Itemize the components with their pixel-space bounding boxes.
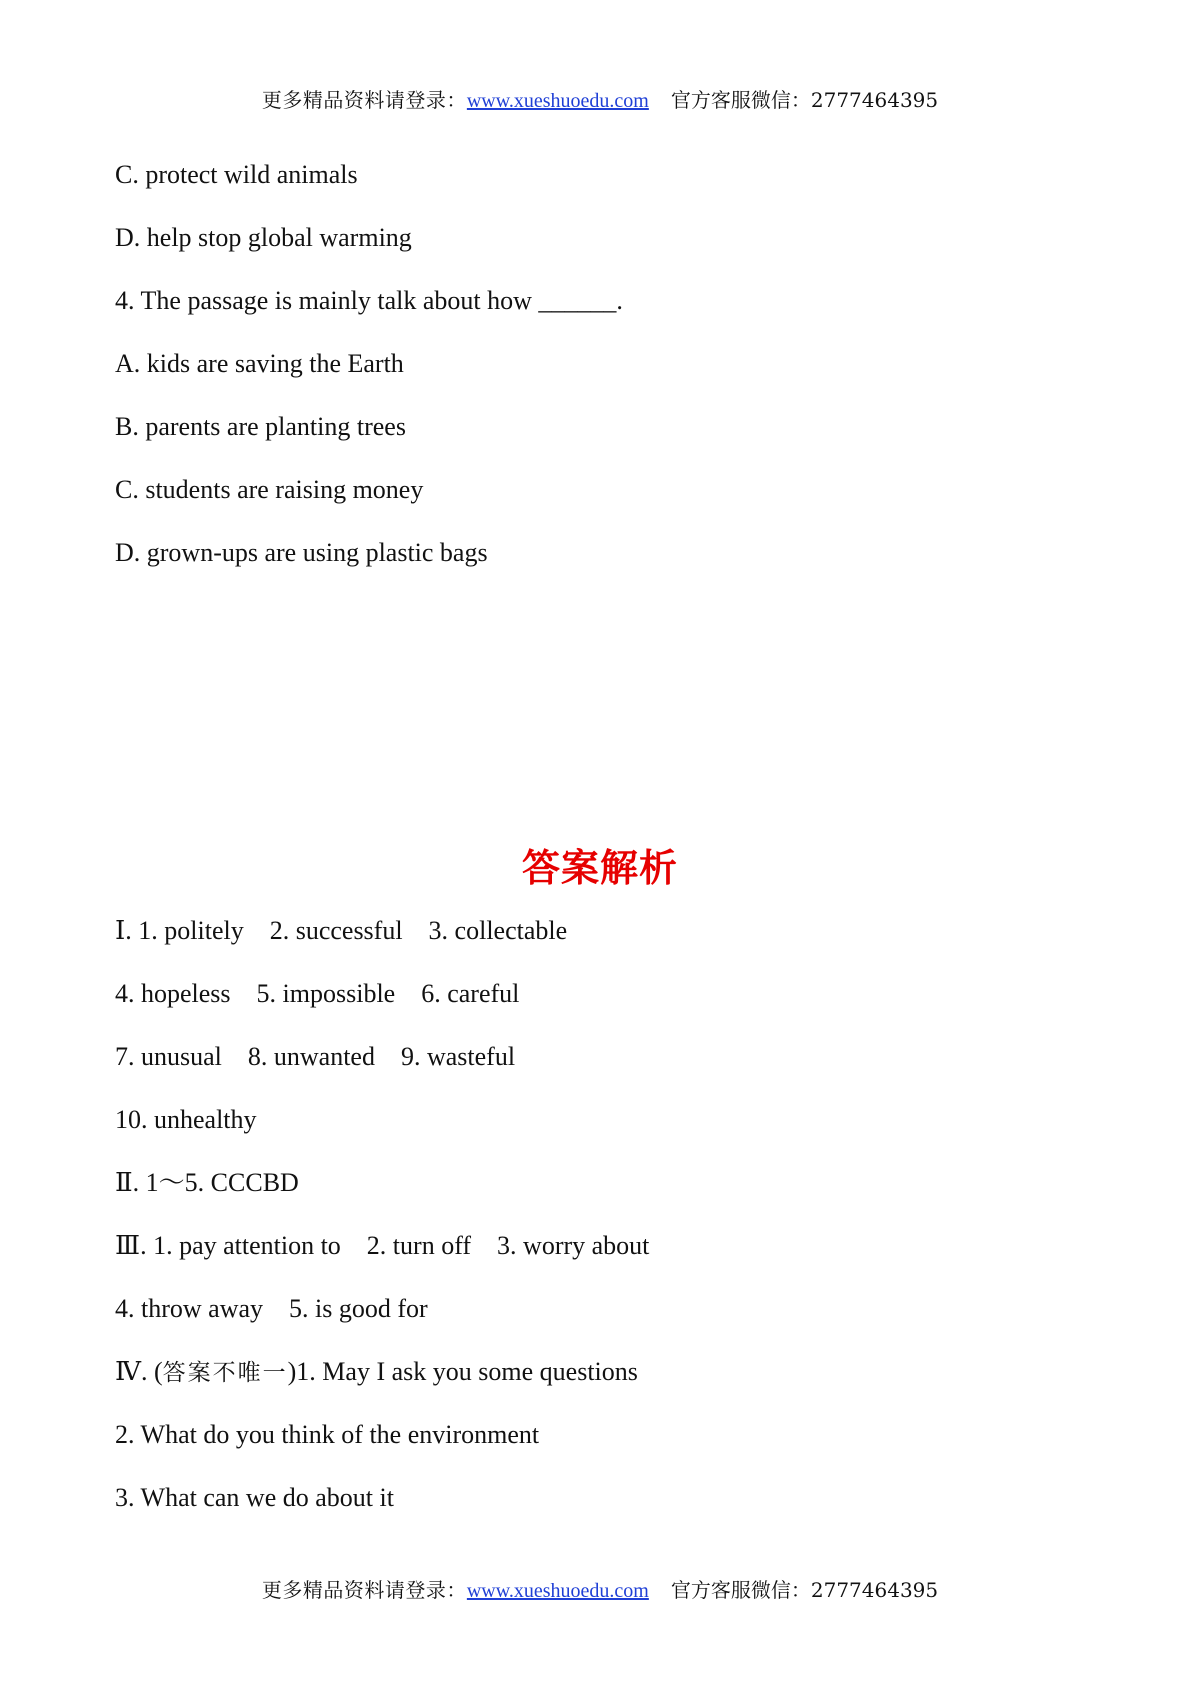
q4-stem: 4. The passage is mainly talk about how ______. bbox=[115, 286, 623, 315]
q4-option-c: C. students are raising money bbox=[115, 475, 424, 504]
footer-website-link[interactable]: www.xueshuoedu.com bbox=[466, 1580, 649, 1602]
footer-prefix-text: 更多精品资料请登录： bbox=[261, 1578, 467, 1602]
answer-section4-line3: 3. What can we do about it bbox=[115, 1483, 394, 1512]
answer-section1-line2: 4. hopeless 5. impossible 6. careful bbox=[115, 979, 520, 1008]
answer-section1-line3: 7. unusual 8. unwanted 9. wasteful bbox=[115, 1042, 516, 1071]
q3-option-d: D. help stop global warming bbox=[115, 223, 412, 252]
answer-section4-rest: )1. May I ask you some questions bbox=[287, 1357, 638, 1386]
q4-option-b: B. parents are planting trees bbox=[115, 412, 406, 441]
footer-wechat-text: 官方客服微信：2777464395 bbox=[670, 1578, 939, 1602]
answer-section3-line2: 4. throw away 5. is good for bbox=[115, 1294, 428, 1323]
q4-option-d: D. grown-ups are using plastic bags bbox=[115, 538, 488, 567]
page-footer-banner bbox=[0, 1576, 1200, 1605]
answer-section2-line1: Ⅱ. 1～5. CCCBD bbox=[115, 1168, 299, 1197]
answer-section1-line1: Ⅰ. 1. politely 2. successful 3. collectable bbox=[115, 916, 568, 945]
answer-section1-line4: 10. unhealthy bbox=[115, 1105, 257, 1134]
q4-option-a: A. kids are saving the Earth bbox=[115, 349, 404, 378]
header-prefix-text: 更多精品资料请登录： bbox=[261, 88, 467, 112]
q3-option-c: C. protect wild animals bbox=[115, 160, 358, 189]
answer-section4-line1 bbox=[115, 1355, 638, 1390]
answer-section-title: 答案解析 bbox=[521, 846, 678, 890]
page-header-banner bbox=[0, 86, 1200, 115]
answer-section4-note: 答案不唯一 bbox=[162, 1360, 288, 1386]
header-website-link[interactable]: www.xueshuoedu.com bbox=[466, 90, 649, 112]
header-wechat-text: 官方客服微信：2777464395 bbox=[670, 88, 939, 112]
answer-section4-prefix: Ⅳ. ( bbox=[115, 1357, 163, 1386]
answer-section3-line1: Ⅲ. 1. pay attention to 2. turn off 3. worry about bbox=[115, 1231, 650, 1260]
answer-section4-line2: 2. What do you think of the environment bbox=[115, 1420, 540, 1449]
